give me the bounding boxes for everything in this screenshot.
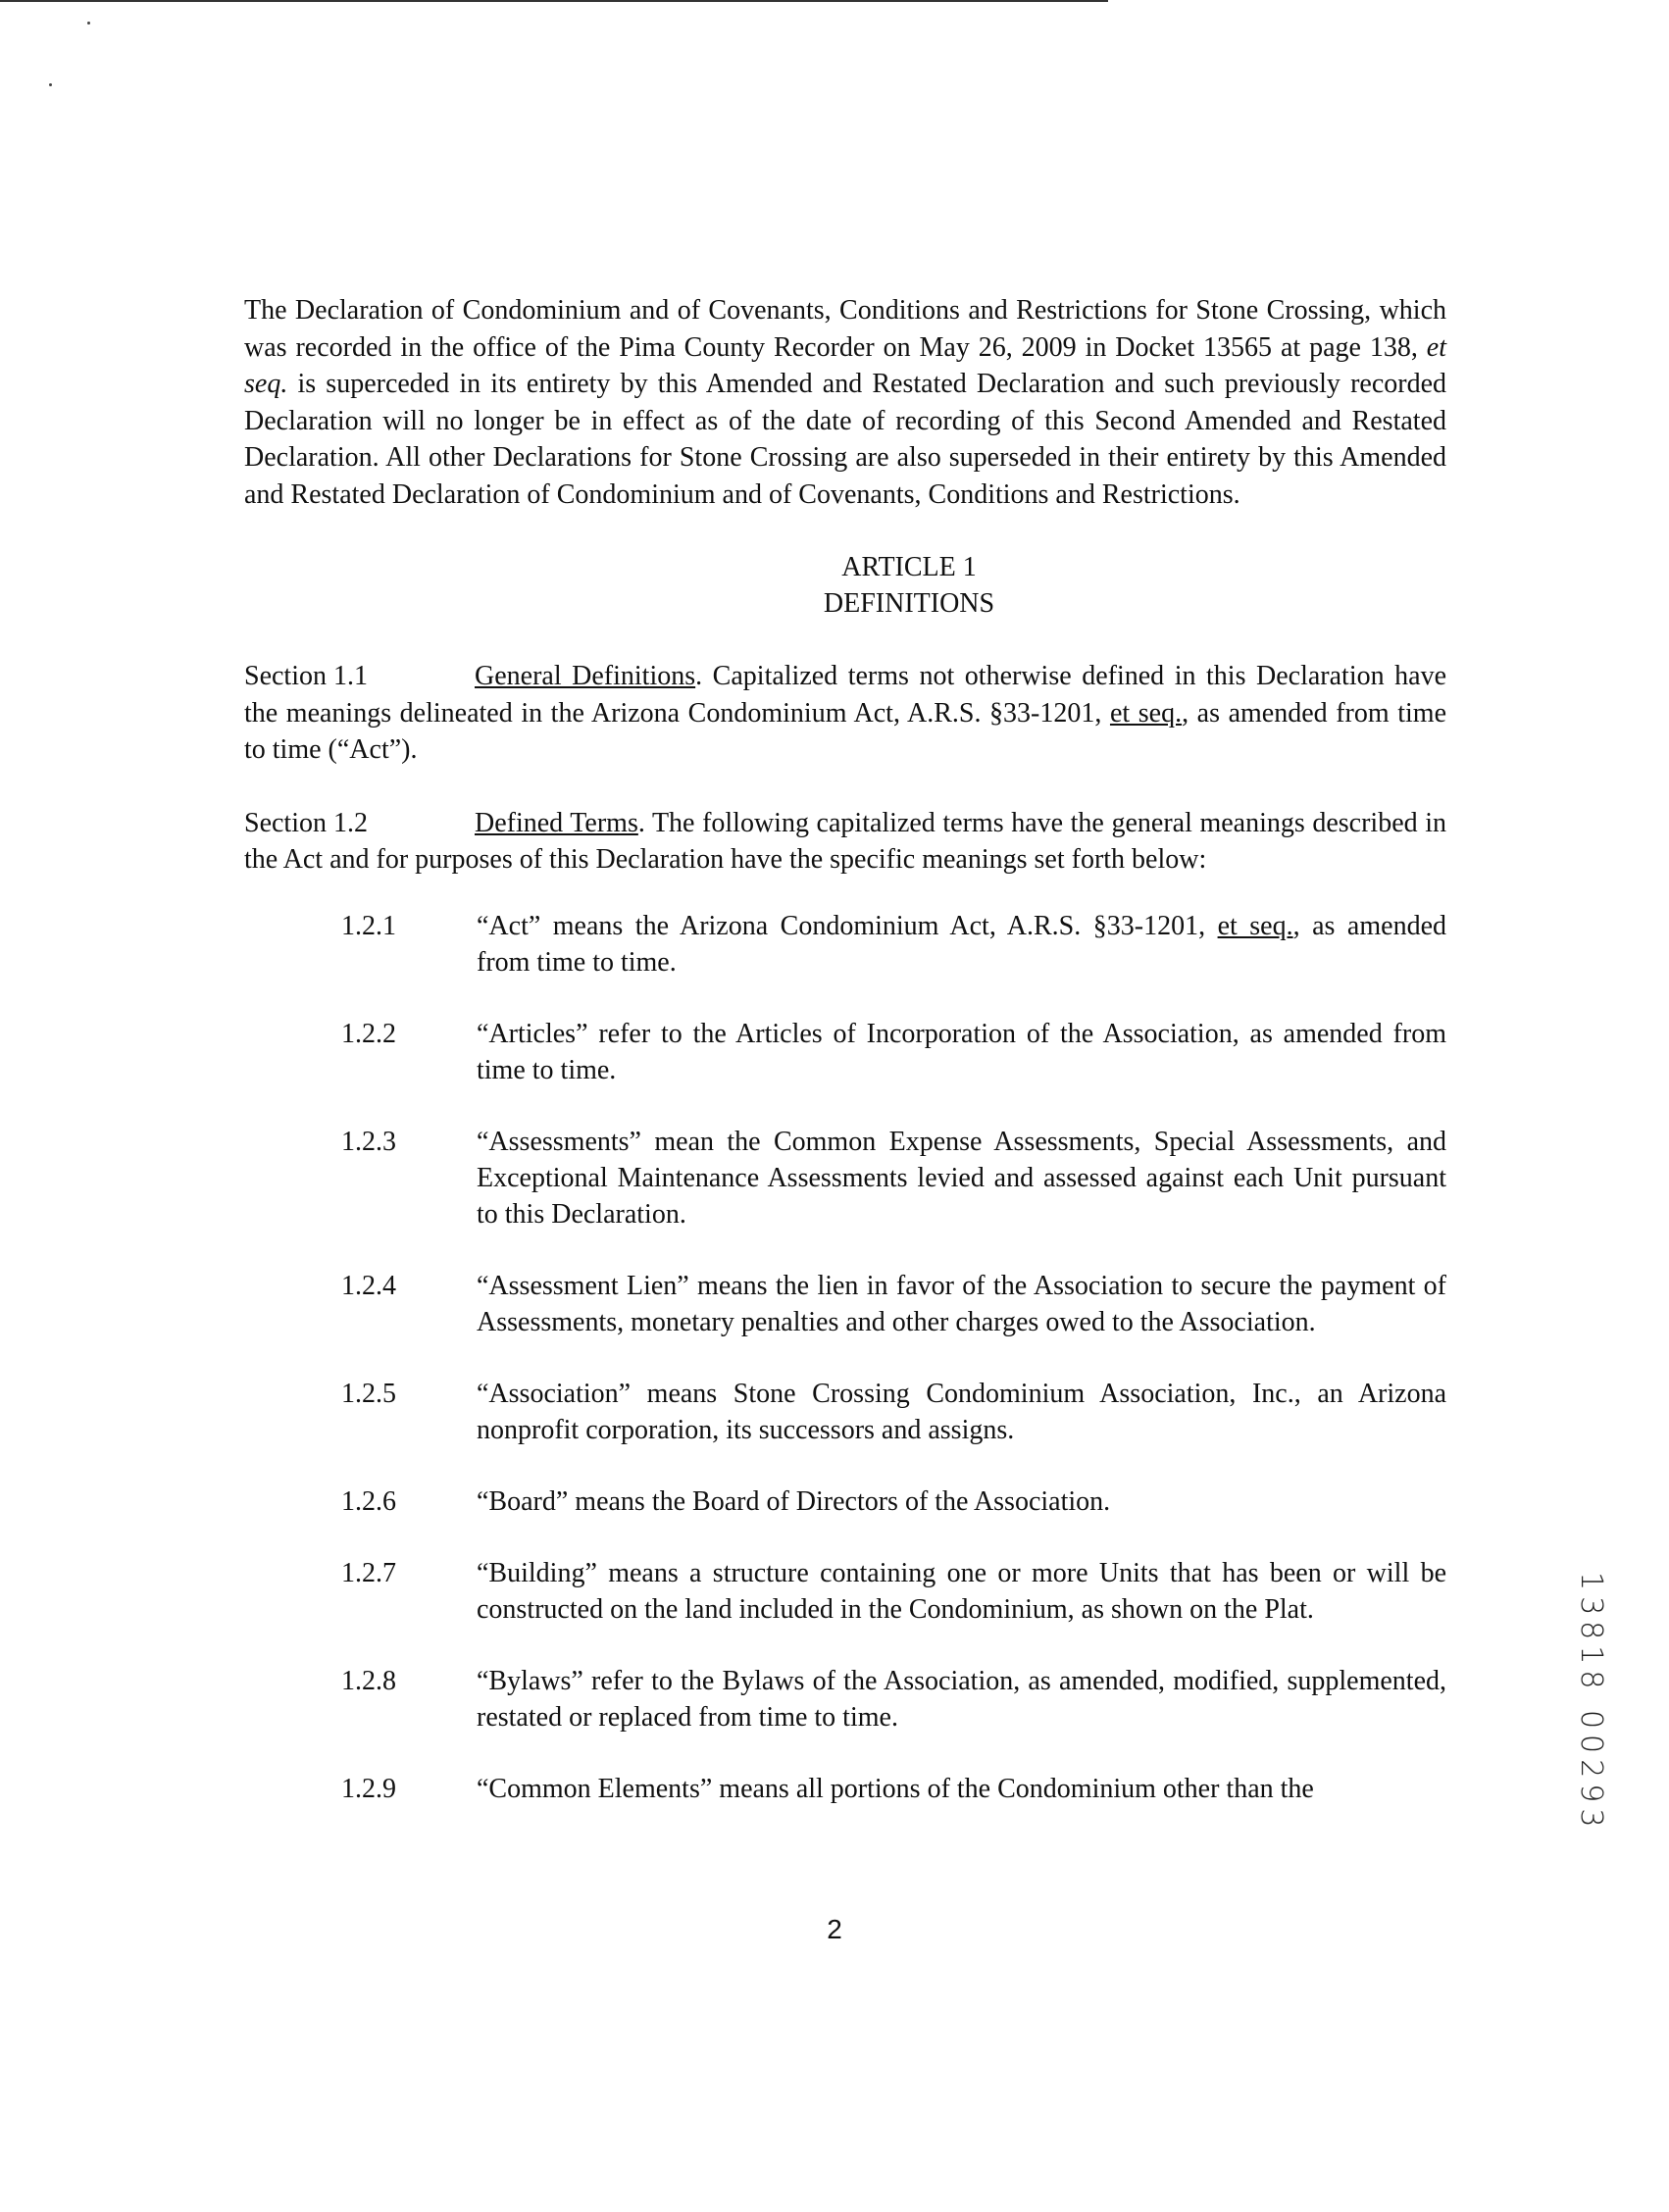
scan-border-line [0, 0, 1108, 2]
intro-text-part1: The Declaration of Condominium and of Covenants, Conditions and Restrictions for Stone Crossing, which was recorded in the office of the Pima County Recorder on May 26, 2009 in Docket 13565 at page 138, [244, 295, 1446, 363]
article-number: ARTICLE 1 [841, 552, 977, 582]
definition-text: “Building” means a structure containing one or more Units that has been or will be constructed on the land included in the Condominium, as shown on the Plat. [477, 1557, 1446, 1625]
definition-number: 1.2.1 [341, 910, 396, 941]
intro-paragraph [244, 292, 1446, 513]
definition-number: 1.2.3 [341, 1126, 396, 1157]
intro-text-part2: is superceded in its entirety by this Amended and Restated Declaration and such previously recorded Declaration will no longer be in effect as of the date of recording of this Second Amended and Restated Declaration. All other Declarations for Stone Crossing are also superseded in their entirety by this Amended and Restated Declaration of Condominium and of Covenants, Conditions and Restrictions. [244, 369, 1446, 510]
section-heading: General Definitions [475, 661, 696, 691]
definition-item [341, 1124, 1446, 1232]
definition-text: “Articles” refer to the Articles of Incorporation of the Association, as amended from time to time. [477, 1018, 1446, 1085]
definition-number: 1.2.5 [341, 1378, 396, 1409]
definition-number: 1.2.7 [341, 1557, 396, 1588]
section-text: . Capitalized terms not otherwise defined in this Declaration have the meanings delineated in the Arizona Condominium Act, A.R.S. §33-1201, [244, 661, 1446, 729]
section-1-2 [244, 805, 1446, 879]
section-number: Section 1.2 [244, 807, 368, 838]
definition-text: “Board” means the Board of Directors of the Association. [477, 1485, 1111, 1517]
definition-item [341, 1555, 1446, 1628]
definition-et-seq: et seq. [1217, 910, 1293, 941]
definition-text-part: , as amended from time to time. [477, 910, 1446, 978]
definition-number: 1.2.6 [341, 1485, 396, 1517]
definition-text: “Common Elements” means all portions of the Condominium other than the [477, 1773, 1314, 1804]
definition-item [341, 1376, 1446, 1448]
definition-item [341, 1771, 1446, 1807]
definition-item [341, 1663, 1446, 1735]
page-number: 2 [827, 1914, 842, 1944]
section-text: . The following capitalized terms have the general meanings described in the Act and for purposes of this Declaration have the specific meanings set forth below: [244, 807, 1447, 875]
section-heading: Defined Terms [475, 807, 638, 838]
definition-number: 1.2.4 [341, 1270, 396, 1301]
definition-number: 1.2.2 [341, 1018, 396, 1049]
definition-text: “Bylaws” refer to the Bylaws of the Association, as amended, modified, supplemented, restated or replaced from time to time. [477, 1665, 1446, 1733]
definition-item [341, 1268, 1446, 1340]
document-page [244, 292, 1446, 1842]
definition-text: “Assessment Lien” means the lien in favor of the Association to secure the payment of Assessments, monetary penalties and other charges owed to the Association. [477, 1270, 1446, 1337]
definition-item [341, 1016, 1446, 1088]
scan-speck [87, 22, 90, 25]
section-1-1 [244, 658, 1446, 769]
definition-number: 1.2.9 [341, 1773, 396, 1804]
definition-number: 1.2.8 [341, 1665, 396, 1696]
definition-text: “Assessments” mean the Common Expense Assessments, Special Assessments, and Exceptional Maintenance Assessments levied and assessed against each Unit pursuant to this Declaration. [477, 1126, 1446, 1230]
definition-text-part: “Act” means the Arizona Condominium Act, A.R.S. §33-1201, [477, 910, 1218, 941]
section-text: , as amended from time to time (“Act”). [244, 697, 1446, 765]
article-title: DEFINITIONS [823, 588, 995, 619]
intro-et-seq: et seq. [244, 331, 1446, 399]
definition-item [341, 1483, 1446, 1520]
section-et-seq: et seq. [1109, 697, 1183, 729]
definition-text: “Association” means Stone Crossing Condominium Association, Inc., an Arizona nonprofit corporation, its successors and assigns. [477, 1378, 1446, 1445]
section-number: Section 1.1 [244, 661, 368, 691]
article-heading [244, 549, 1446, 622]
definition-text [477, 908, 1446, 980]
definition-item [341, 908, 1446, 980]
scan-speck [49, 83, 52, 86]
recording-stamp: 13818 00293 [1574, 1572, 1608, 1834]
definitions-list [244, 908, 1446, 1807]
